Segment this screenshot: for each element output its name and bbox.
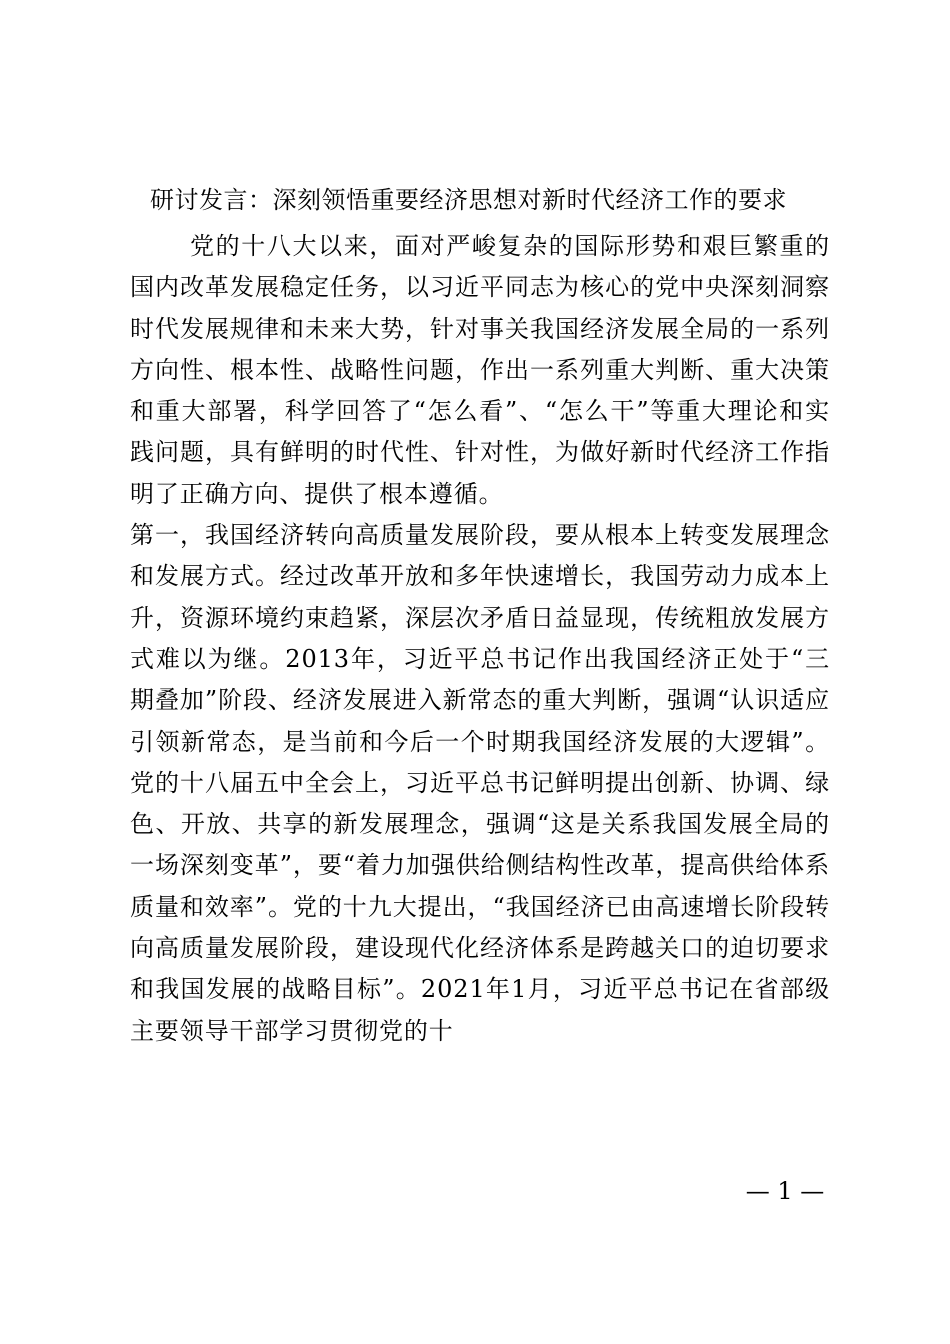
paragraph-first-point: 第一，我国经济转向高质量发展阶段，要从根本上转变发展理念和发展方式。经过改革开放和多年快速增长，我国劳动力成本上升，资源环境约束趋紧，深层次矛盾日益显现，传统粗放发展方式难以为继。2013年，习近平总书记作出我国经济正处于“三期叠加”阶段、经济发展进入新常态的重大判断，强调“认识适应引领新常态，是当前和今后一个时期我国经济发展的大逻辑”。党的十八届五中全会上，习近平总书记鲜明提出创新、协调、绿色、开放、共享的新发展理念，强调“这是关系我国发展全局的一场深刻变革”，要“着力加强供给侧结构性改革，提高供给体系质量和效率”。党的十九大提出，“我国经济已由高速增长阶段转向高质量发展阶段，建设现代化经济体系是跨越关口的迫切要求和我国发展的战略目标”。2021年1月，习近平总书记在省部级主要领导干部学习贯彻党的十 [130, 521, 830, 1045]
document-title: 研讨发言：深刻领悟重要经济思想对新时代经济工作的要求 [150, 186, 787, 214]
paragraph-intro: 党的十八大以来，面对严峻复杂的国际形势和艰巨繁重的国内改革发展稳定任务，以习近平同志为核心的党中央深刻洞察时代发展规律和未来大势，针对事关我国经济发展全局的一系列方向性、根本性、战略性问题，作出一系列重大判断、重大决策和重大部署，科学回答了“怎么看”、“怎么干”等重大理论和实践问题，具有鲜明的时代性、针对性，为做好新时代经济工作指明了正确方向、提供了根本遵循。 [130, 232, 830, 508]
document-body [130, 226, 830, 1052]
page-number: — 1 — [745, 1177, 825, 1205]
